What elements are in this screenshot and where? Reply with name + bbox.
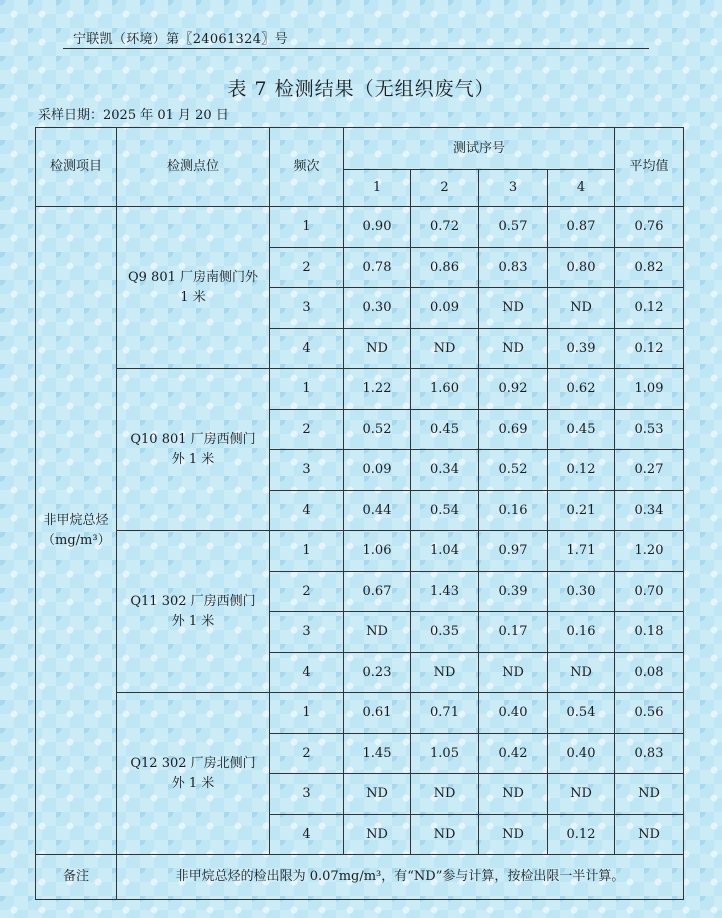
value-cell: ND bbox=[411, 814, 479, 855]
value-cell: 0.35 bbox=[411, 612, 479, 653]
value-cell: 1.05 bbox=[411, 733, 479, 774]
value-cell: 0.69 bbox=[479, 409, 548, 450]
value-cell: ND bbox=[411, 328, 479, 369]
header-test-4: 4 bbox=[548, 170, 615, 207]
value-cell: ND bbox=[411, 774, 479, 815]
frequency-cell: 3 bbox=[270, 612, 344, 653]
value-cell: 0.86 bbox=[411, 247, 479, 288]
header-test-2: 2 bbox=[411, 170, 479, 207]
frequency-cell: 4 bbox=[270, 814, 344, 855]
results-table-body bbox=[36, 128, 684, 900]
average-cell: ND bbox=[615, 774, 684, 815]
value-cell: ND bbox=[479, 328, 548, 369]
average-cell: 0.83 bbox=[615, 733, 684, 774]
value-cell: 1.45 bbox=[344, 733, 411, 774]
average-cell: 0.12 bbox=[615, 328, 684, 369]
average-cell: 0.08 bbox=[615, 652, 684, 693]
frequency-cell: 3 bbox=[270, 450, 344, 491]
header-row-1 bbox=[36, 128, 684, 170]
average-cell: 0.18 bbox=[615, 612, 684, 653]
header-item: 检测项目 bbox=[36, 128, 117, 207]
header-divider bbox=[63, 48, 649, 49]
value-cell: 0.16 bbox=[479, 490, 548, 531]
header-frequency: 频次 bbox=[270, 128, 344, 207]
value-cell: 0.17 bbox=[479, 612, 548, 653]
value-cell: 0.39 bbox=[548, 328, 615, 369]
average-cell: 0.34 bbox=[615, 490, 684, 531]
value-cell: 0.44 bbox=[344, 490, 411, 531]
header-test-number: 测试序号 bbox=[344, 128, 615, 170]
value-cell: ND bbox=[479, 774, 548, 815]
value-cell: 1.71 bbox=[548, 531, 615, 572]
value-cell: 0.87 bbox=[548, 207, 615, 248]
value-cell: 0.54 bbox=[548, 693, 615, 734]
value-cell: 0.40 bbox=[479, 693, 548, 734]
value-cell: ND bbox=[548, 652, 615, 693]
header-test-1: 1 bbox=[344, 170, 411, 207]
value-cell: 0.97 bbox=[479, 531, 548, 572]
frequency-cell: 2 bbox=[270, 571, 344, 612]
table-row bbox=[36, 531, 684, 572]
value-cell: 1.06 bbox=[344, 531, 411, 572]
value-cell: 0.92 bbox=[479, 369, 548, 410]
note-text: 非甲烷总烃的检出限为 0.07mg/m³，有“ND”参与计算，按检出限一半计算。 bbox=[117, 855, 684, 900]
value-cell: 0.72 bbox=[411, 207, 479, 248]
value-cell: ND bbox=[344, 328, 411, 369]
value-cell: ND bbox=[344, 612, 411, 653]
table-row bbox=[36, 207, 684, 248]
value-cell: 1.43 bbox=[411, 571, 479, 612]
table-title: 表 7 检测结果（无组织废气） bbox=[227, 78, 495, 100]
value-cell: 1.60 bbox=[411, 369, 479, 410]
frequency-cell: 2 bbox=[270, 247, 344, 288]
value-cell: 0.45 bbox=[411, 409, 479, 450]
value-cell: 0.45 bbox=[548, 409, 615, 450]
value-cell: 0.83 bbox=[479, 247, 548, 288]
report-reference-number: 宁联凯（环境）第〖24061324〗号 bbox=[73, 32, 288, 47]
value-cell: 0.34 bbox=[411, 450, 479, 491]
value-cell: 0.78 bbox=[344, 247, 411, 288]
item-name-cell: 非甲烷总烃（mg/m³） bbox=[36, 207, 117, 855]
average-cell: 1.09 bbox=[615, 369, 684, 410]
value-cell: 0.54 bbox=[411, 490, 479, 531]
average-cell: 0.56 bbox=[615, 693, 684, 734]
table-row bbox=[36, 693, 684, 734]
header-average: 平均值 bbox=[615, 128, 684, 207]
value-cell: ND bbox=[411, 652, 479, 693]
note-row bbox=[36, 855, 684, 900]
header-point: 检测点位 bbox=[117, 128, 270, 207]
sampling-point-cell: Q9 801 厂房南侧门外 1 米 bbox=[117, 207, 270, 369]
frequency-cell: 3 bbox=[270, 288, 344, 329]
header-test-3: 3 bbox=[479, 170, 548, 207]
value-cell: 0.16 bbox=[548, 612, 615, 653]
value-cell: 0.67 bbox=[344, 571, 411, 612]
value-cell: 0.39 bbox=[479, 571, 548, 612]
value-cell: ND bbox=[548, 774, 615, 815]
frequency-cell: 2 bbox=[270, 733, 344, 774]
sampling-point-cell: Q11 302 厂房西侧门外 1 米 bbox=[117, 531, 270, 693]
frequency-cell: 4 bbox=[270, 490, 344, 531]
value-cell: 0.57 bbox=[479, 207, 548, 248]
average-cell: 0.53 bbox=[615, 409, 684, 450]
results-table bbox=[35, 127, 684, 900]
note-label: 备注 bbox=[36, 855, 117, 900]
value-cell: ND bbox=[344, 814, 411, 855]
value-cell: ND bbox=[548, 288, 615, 329]
value-cell: ND bbox=[344, 774, 411, 815]
value-cell: 0.42 bbox=[479, 733, 548, 774]
frequency-cell: 1 bbox=[270, 369, 344, 410]
value-cell: 0.12 bbox=[548, 450, 615, 491]
average-cell: 0.70 bbox=[615, 571, 684, 612]
value-cell: 0.21 bbox=[548, 490, 615, 531]
value-cell: 1.22 bbox=[344, 369, 411, 410]
value-cell: ND bbox=[479, 652, 548, 693]
frequency-cell: 1 bbox=[270, 531, 344, 572]
frequency-cell: 4 bbox=[270, 652, 344, 693]
value-cell: 0.90 bbox=[344, 207, 411, 248]
value-cell: 1.04 bbox=[411, 531, 479, 572]
frequency-cell: 4 bbox=[270, 328, 344, 369]
frequency-cell: 1 bbox=[270, 207, 344, 248]
value-cell: 0.40 bbox=[548, 733, 615, 774]
value-cell: 0.71 bbox=[411, 693, 479, 734]
average-cell: 0.76 bbox=[615, 207, 684, 248]
frequency-cell: 1 bbox=[270, 693, 344, 734]
sampling-point-cell: Q12 302 厂房北侧门外 1 米 bbox=[117, 693, 270, 855]
value-cell: ND bbox=[479, 814, 548, 855]
average-cell: 0.82 bbox=[615, 247, 684, 288]
table-row bbox=[36, 369, 684, 410]
sampling-point-cell: Q10 801 厂房西侧门外 1 米 bbox=[117, 369, 270, 531]
value-cell: 0.52 bbox=[479, 450, 548, 491]
value-cell: 0.12 bbox=[548, 814, 615, 855]
value-cell: ND bbox=[479, 288, 548, 329]
value-cell: 0.62 bbox=[548, 369, 615, 410]
value-cell: 0.52 bbox=[344, 409, 411, 450]
value-cell: 0.23 bbox=[344, 652, 411, 693]
frequency-cell: 3 bbox=[270, 774, 344, 815]
value-cell: 0.30 bbox=[548, 571, 615, 612]
average-cell: ND bbox=[615, 814, 684, 855]
value-cell: 0.09 bbox=[411, 288, 479, 329]
average-cell: 0.12 bbox=[615, 288, 684, 329]
average-cell: 0.27 bbox=[615, 450, 684, 491]
value-cell: 0.61 bbox=[344, 693, 411, 734]
frequency-cell: 2 bbox=[270, 409, 344, 450]
value-cell: 0.09 bbox=[344, 450, 411, 491]
value-cell: 0.80 bbox=[548, 247, 615, 288]
sampling-date: 采样日期：2025 年 01 月 20 日 bbox=[38, 108, 229, 123]
average-cell: 1.20 bbox=[615, 531, 684, 572]
value-cell: 0.30 bbox=[344, 288, 411, 329]
